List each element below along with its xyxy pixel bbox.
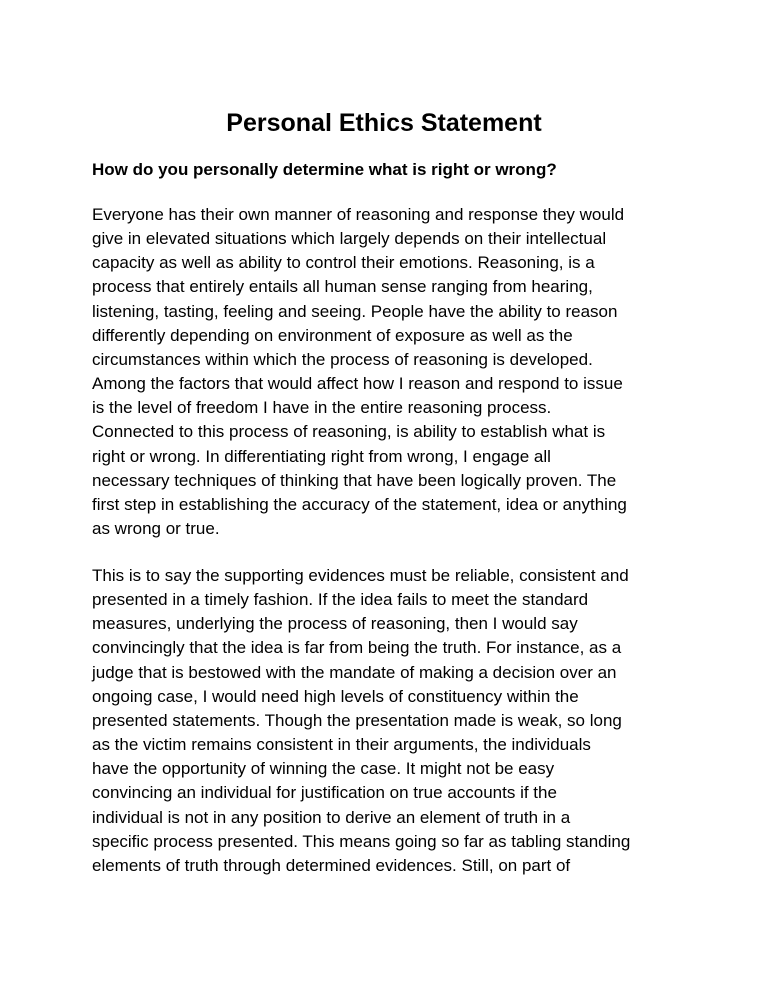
- paragraph-line: right or wrong. In differentiating right from wrong, I engage all: [92, 446, 551, 466]
- paragraph-line: presented in a timely fashion. If the idea fails to meet the standard: [92, 590, 589, 610]
- paragraph-line: listening, tasting, feeling and seeing. People have the ability to reason: [92, 301, 618, 321]
- paragraph-line: judge that is bestowed with the mandate of making a decision over an: [92, 662, 617, 682]
- paragraph-line: presented statements. Though the presentation made is weak, so long: [92, 710, 622, 730]
- paragraph-line: specific process presented. This means going so far as tabling standing: [92, 831, 631, 851]
- paragraph-line: first step in establishing the accuracy of the statement, idea or anything: [92, 494, 627, 514]
- paragraph-line: Everyone has their own manner of reasoning and response they would: [92, 205, 625, 224]
- paragraph-line: ongoing case, I would need high levels of constituency within the: [92, 686, 579, 706]
- paragraph-line: give in elevated situations which largely depends on their intellectual: [92, 229, 607, 249]
- page-title: Personal Ethics Statement: [226, 109, 542, 137]
- paragraph-line: as wrong or true.: [92, 519, 220, 539]
- paragraph-line: process that entirely entails all human sense ranging from hearing,: [92, 277, 593, 297]
- paragraph-line: measures, underlying the process of reasoning, then I would say: [92, 614, 578, 634]
- section-question: How do you personally determine what is right or wrong?: [92, 160, 557, 179]
- paragraph-2: [92, 564, 692, 878]
- paragraph-line: This is to say the supporting evidences must be reliable, consistent and: [92, 566, 629, 585]
- paragraph-line: have the opportunity of winning the case. It might not be easy: [92, 759, 555, 779]
- paragraph-line: necessary techniques of thinking that have been logically proven. The: [92, 470, 617, 490]
- paragraph-line: Connected to this process of reasoning, is ability to establish what is: [92, 422, 606, 442]
- paragraph-line: Among the factors that would affect how I reason and respond to issue: [92, 374, 623, 394]
- paragraph-line: individual is not in any position to derive an element of truth in a: [92, 807, 571, 827]
- paragraph-line: as the victim remains consistent in their arguments, the individuals: [92, 735, 591, 755]
- paragraph-1: [92, 203, 692, 541]
- paragraph-line: differently depending on environment of exposure as well as the: [92, 325, 573, 345]
- paragraph-line: convincingly that the idea is far from being the truth. For instance, as a: [92, 638, 622, 658]
- paragraph-line: is the level of freedom I have in the entire reasoning process.: [92, 398, 552, 418]
- paragraph-line: convincing an individual for justification on true accounts if the: [92, 783, 557, 803]
- paragraph-line: capacity as well as ability to control their emotions. Reasoning, is a: [92, 253, 595, 273]
- paragraph-line: elements of truth through determined evidences. Still, on part of: [92, 855, 571, 875]
- paragraph-line: circumstances within which the process of reasoning is developed.: [92, 349, 593, 369]
